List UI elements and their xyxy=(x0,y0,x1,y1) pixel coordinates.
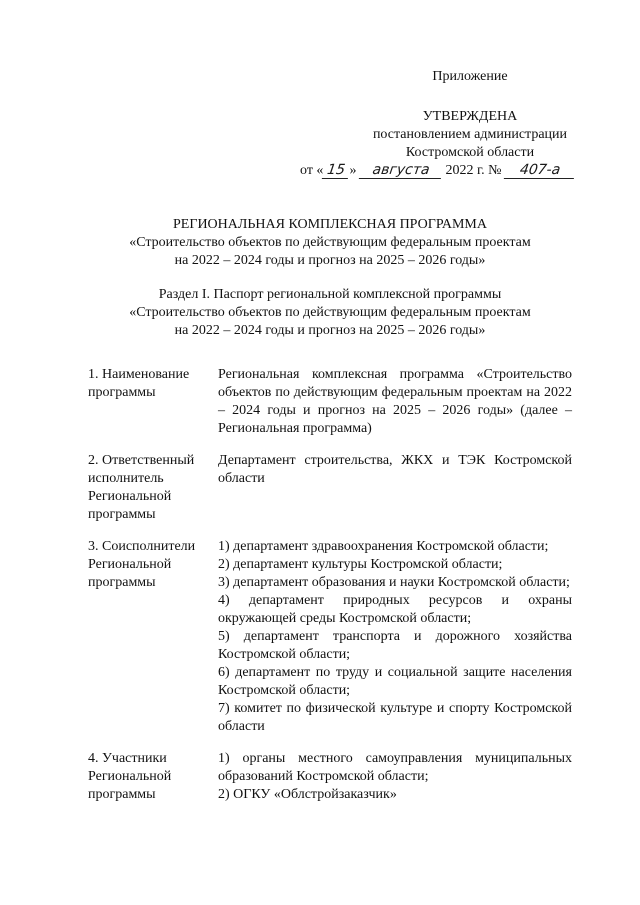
row-value xyxy=(218,452,572,524)
approved-heading: УТВЕРЖДЕНА xyxy=(422,109,518,124)
passport-row-coexecutors xyxy=(88,538,572,736)
row-value xyxy=(218,538,572,736)
row-label: 3. Соисполнители Региональной программы xyxy=(88,539,196,590)
passport-row-participants xyxy=(88,750,572,804)
row-value-item: 2) департамент культуры Костромской области; xyxy=(218,557,503,572)
row-label: 1. Наименование программы xyxy=(88,367,190,400)
section-heading xyxy=(60,286,600,340)
row-value-item: 1) органы местного самоуправления муниципальных образований Костромской области; xyxy=(218,751,572,784)
section-heading-line-3: на 2022 – 2024 годы и прогноз на 2025 – 2026 годы» xyxy=(174,323,486,338)
approval-stamp xyxy=(300,68,580,180)
row-value-item: 1) департамент здравоохранения Костромской области; xyxy=(218,539,549,554)
approved-region-line: Костромской области xyxy=(405,145,535,160)
handwritten-number: 407-а xyxy=(504,162,576,179)
section-heading-line-1: Раздел I. Паспорт региональной комплексной программы xyxy=(158,287,502,302)
program-title-line-3: на 2022 – 2024 годы и прогноз на 2025 – 2026 годы» xyxy=(174,253,486,268)
handwritten-month: августа xyxy=(359,162,443,179)
approval-date-line xyxy=(300,162,568,180)
passport-row-name xyxy=(88,366,572,438)
row-value-item: 6) департамент по труду и социальной защите населения Костромской области; xyxy=(218,665,572,698)
row-value-item: 4) департамент природных ресурсов и охраны окружающей среды Костромской области; xyxy=(218,593,572,626)
appendix-label: Приложение xyxy=(432,69,508,84)
row-value-item: 3) департамент образования и науки Костромской области; xyxy=(218,575,570,590)
row-value-item: Департамент строительства, ЖКХ и ТЭК Костромской области xyxy=(218,453,572,486)
program-title xyxy=(60,216,600,270)
row-value-item: 2) ОГКУ «Облстройзаказчик» xyxy=(218,787,397,802)
year-text: 2022 г. № xyxy=(445,163,502,178)
passport-row-executor xyxy=(88,452,572,524)
date-mid: » xyxy=(349,163,357,178)
passport-table xyxy=(88,366,572,818)
handwritten-day: 15 xyxy=(322,162,350,179)
approved-by-line: постановлением администрации xyxy=(372,127,568,142)
row-value-item: Региональная комплексная программа «Строительство объектов по действующим федеральным проектам на 2022 – 2024 годы и прогноз на 2025 – 2026 годы» (далее – Региональная программа) xyxy=(218,367,572,436)
row-value-item: 7) комитет по физической культуре и спорту Костромской области xyxy=(218,701,572,734)
program-title-line-1: РЕГИОНАЛЬНАЯ КОМПЛЕКСНАЯ ПРОГРАММА xyxy=(173,217,487,232)
row-label: 4. Участники Региональной программы xyxy=(88,751,172,802)
row-label: 2. Ответственный исполнитель Региональной программы xyxy=(88,453,195,522)
date-prefix: от « xyxy=(300,163,324,178)
row-value xyxy=(218,750,572,804)
row-value-item: 5) департамент транспорта и дорожного хозяйства Костромской области; xyxy=(218,629,572,662)
section-heading-line-2: «Строительство объектов по действующим федеральным проектам xyxy=(129,305,531,320)
program-title-line-2: «Строительство объектов по действующим федеральным проектам xyxy=(129,235,531,250)
row-value xyxy=(218,366,572,438)
